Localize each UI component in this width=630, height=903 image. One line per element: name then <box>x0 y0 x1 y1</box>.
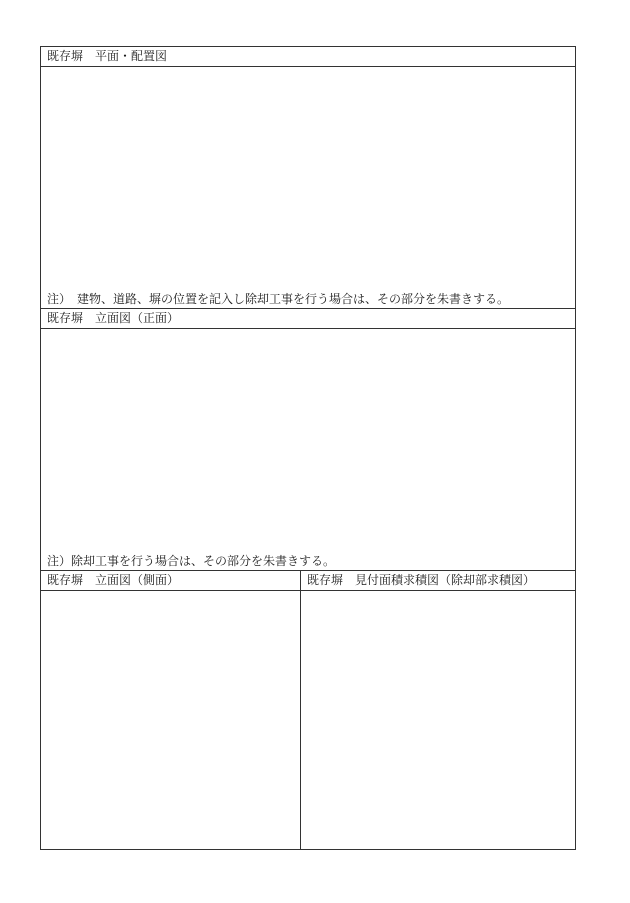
front-elevation-note: 注）除却工事を行う場合は、その部分を朱書きする。 <box>47 554 336 568</box>
plan-drawing-area[interactable] <box>41 67 575 308</box>
side-elevation-section <box>41 571 301 849</box>
front-elevation-title: 既存塀 立面図（正面） <box>41 309 575 329</box>
front-elevation-section <box>41 309 575 571</box>
side-elevation-drawing-area[interactable] <box>41 591 300 849</box>
visible-area-drawing-area[interactable] <box>301 591 575 849</box>
plan-note: 注） 建物、道路、塀の位置を記入し除却工事を行う場合は、その部分を朱書きする。 <box>47 292 510 306</box>
front-elevation-drawing-area[interactable] <box>41 329 575 570</box>
plan-section <box>41 47 575 309</box>
plan-title: 既存塀 平面・配置図 <box>41 47 575 67</box>
visible-area-section <box>301 571 575 849</box>
wall-drawing-form <box>40 46 576 850</box>
visible-area-title: 既存塀 見付面積求積図（除却部求積図） <box>301 571 575 591</box>
side-elevation-title: 既存塀 立面図（側面） <box>41 571 300 591</box>
